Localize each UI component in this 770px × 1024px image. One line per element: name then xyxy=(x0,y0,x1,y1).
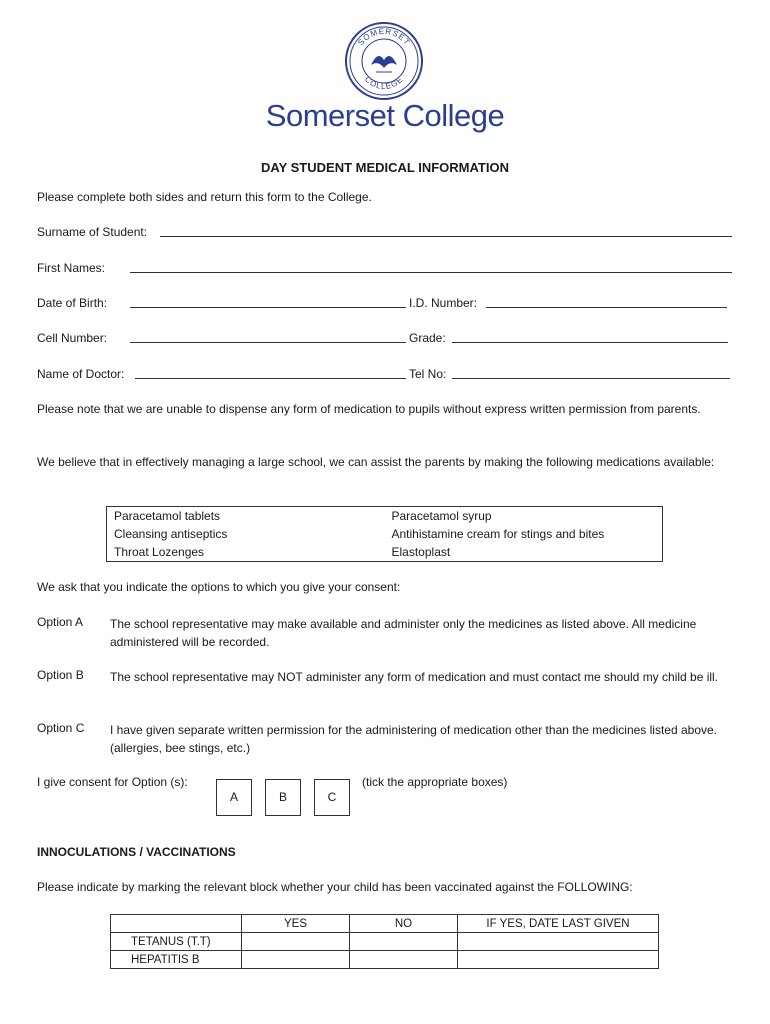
option-c-text: I have given separate written permission for the administering of medication other than the medicines listed above. (allergies, bee stings, etc.) xyxy=(110,723,717,755)
id-number-label: I.D. Number: xyxy=(409,296,478,310)
doctor-label: Name of Doctor: xyxy=(37,367,125,381)
column-header: YES xyxy=(242,915,350,933)
no-cell[interactable] xyxy=(350,933,458,951)
medication-item: Elastoplast xyxy=(391,545,451,559)
date-cell[interactable] xyxy=(458,951,659,969)
yes-cell[interactable] xyxy=(242,933,350,951)
option-a-label: Option A xyxy=(37,615,84,629)
medication-item: Throat Lozenges xyxy=(114,545,205,559)
first-names-field[interactable] xyxy=(130,261,732,273)
first-names-label: First Names: xyxy=(37,261,106,275)
vaccine-name: TETANUS (T.T) xyxy=(111,933,242,951)
intro-text: Please complete both sides and return this form to the College. xyxy=(37,190,372,204)
column-header xyxy=(111,915,242,933)
medication-row xyxy=(107,543,663,562)
seal-bottom-text: COLLEGE xyxy=(362,74,406,92)
vaccinations-heading: INNOCULATIONS / VACCINATIONS xyxy=(37,845,236,859)
medication-row xyxy=(107,525,663,543)
consent-hint: (tick the appropriate boxes) xyxy=(362,775,508,789)
medication-row xyxy=(107,507,663,526)
college-seal-logo xyxy=(343,20,425,102)
medication-item: Paracetamol syrup xyxy=(391,509,492,523)
option-b-label: Option B xyxy=(37,668,84,682)
dob-label: Date of Birth: xyxy=(37,296,108,310)
vaccinations-table xyxy=(110,914,659,969)
cell-label: Cell Number: xyxy=(37,331,108,345)
table-row xyxy=(111,933,659,951)
medication-item: Antihistamine cream for stings and bites xyxy=(391,527,605,541)
consent-box-b[interactable]: B xyxy=(265,779,301,816)
option-c-label: Option C xyxy=(37,721,85,735)
table-row xyxy=(111,951,659,969)
cell-field[interactable] xyxy=(130,331,406,343)
medication-item: Paracetamol tablets xyxy=(114,509,221,523)
medication-item: Cleansing antiseptics xyxy=(114,527,228,541)
tel-field[interactable] xyxy=(452,367,730,379)
option-b-text: The school representative may NOT administer any form of medication and must contact me should my child be ill. xyxy=(110,670,719,684)
medications-table xyxy=(106,506,663,562)
tel-label: Tel No: xyxy=(409,367,447,381)
option-a-text: The school representative may make available and administer only the medicines as listed above. All medicine administered will be recorded. xyxy=(110,617,697,649)
consent-box-a[interactable]: A xyxy=(216,779,252,816)
svg-text:SOMERSET xyxy=(356,27,412,47)
surname-label: Surname of Student: xyxy=(37,225,148,239)
seal-top-text: SOMERSET xyxy=(356,26,412,48)
consent-label: I give consent for Option (s): xyxy=(37,775,188,789)
no-cell[interactable] xyxy=(350,951,458,969)
grade-label: Grade: xyxy=(409,331,446,345)
college-name: Somerset College xyxy=(265,98,505,133)
grade-field[interactable] xyxy=(452,331,728,343)
dob-field[interactable] xyxy=(130,296,406,308)
vaccinations-header-row xyxy=(111,915,659,933)
consent-intro: We ask that you indicate the options to which you give your consent: xyxy=(37,580,401,594)
medication-intro: We believe that in effectively managing a large school, we can assist the parents by making the following medications available: xyxy=(37,455,715,469)
medication-note: Please note that we are unable to dispense any form of medication to pupils without express written permission from parents. xyxy=(37,402,701,416)
yes-cell[interactable] xyxy=(242,951,350,969)
column-header: NO xyxy=(350,915,458,933)
date-cell[interactable] xyxy=(458,933,659,951)
form-title: DAY STUDENT MEDICAL INFORMATION xyxy=(261,160,509,175)
surname-field[interactable] xyxy=(160,225,732,237)
id-number-field[interactable] xyxy=(486,296,727,308)
consent-box-c[interactable]: C xyxy=(314,779,350,816)
column-header: IF YES, DATE LAST GIVEN xyxy=(458,915,659,933)
svg-text:COLLEGE xyxy=(363,75,405,91)
vaccinations-instruction: Please indicate by marking the relevant block whether your child has been vaccinated against the FOLLOWING: xyxy=(37,880,633,894)
doctor-field[interactable] xyxy=(135,367,406,379)
vaccine-name: HEPATITIS B xyxy=(111,951,242,969)
